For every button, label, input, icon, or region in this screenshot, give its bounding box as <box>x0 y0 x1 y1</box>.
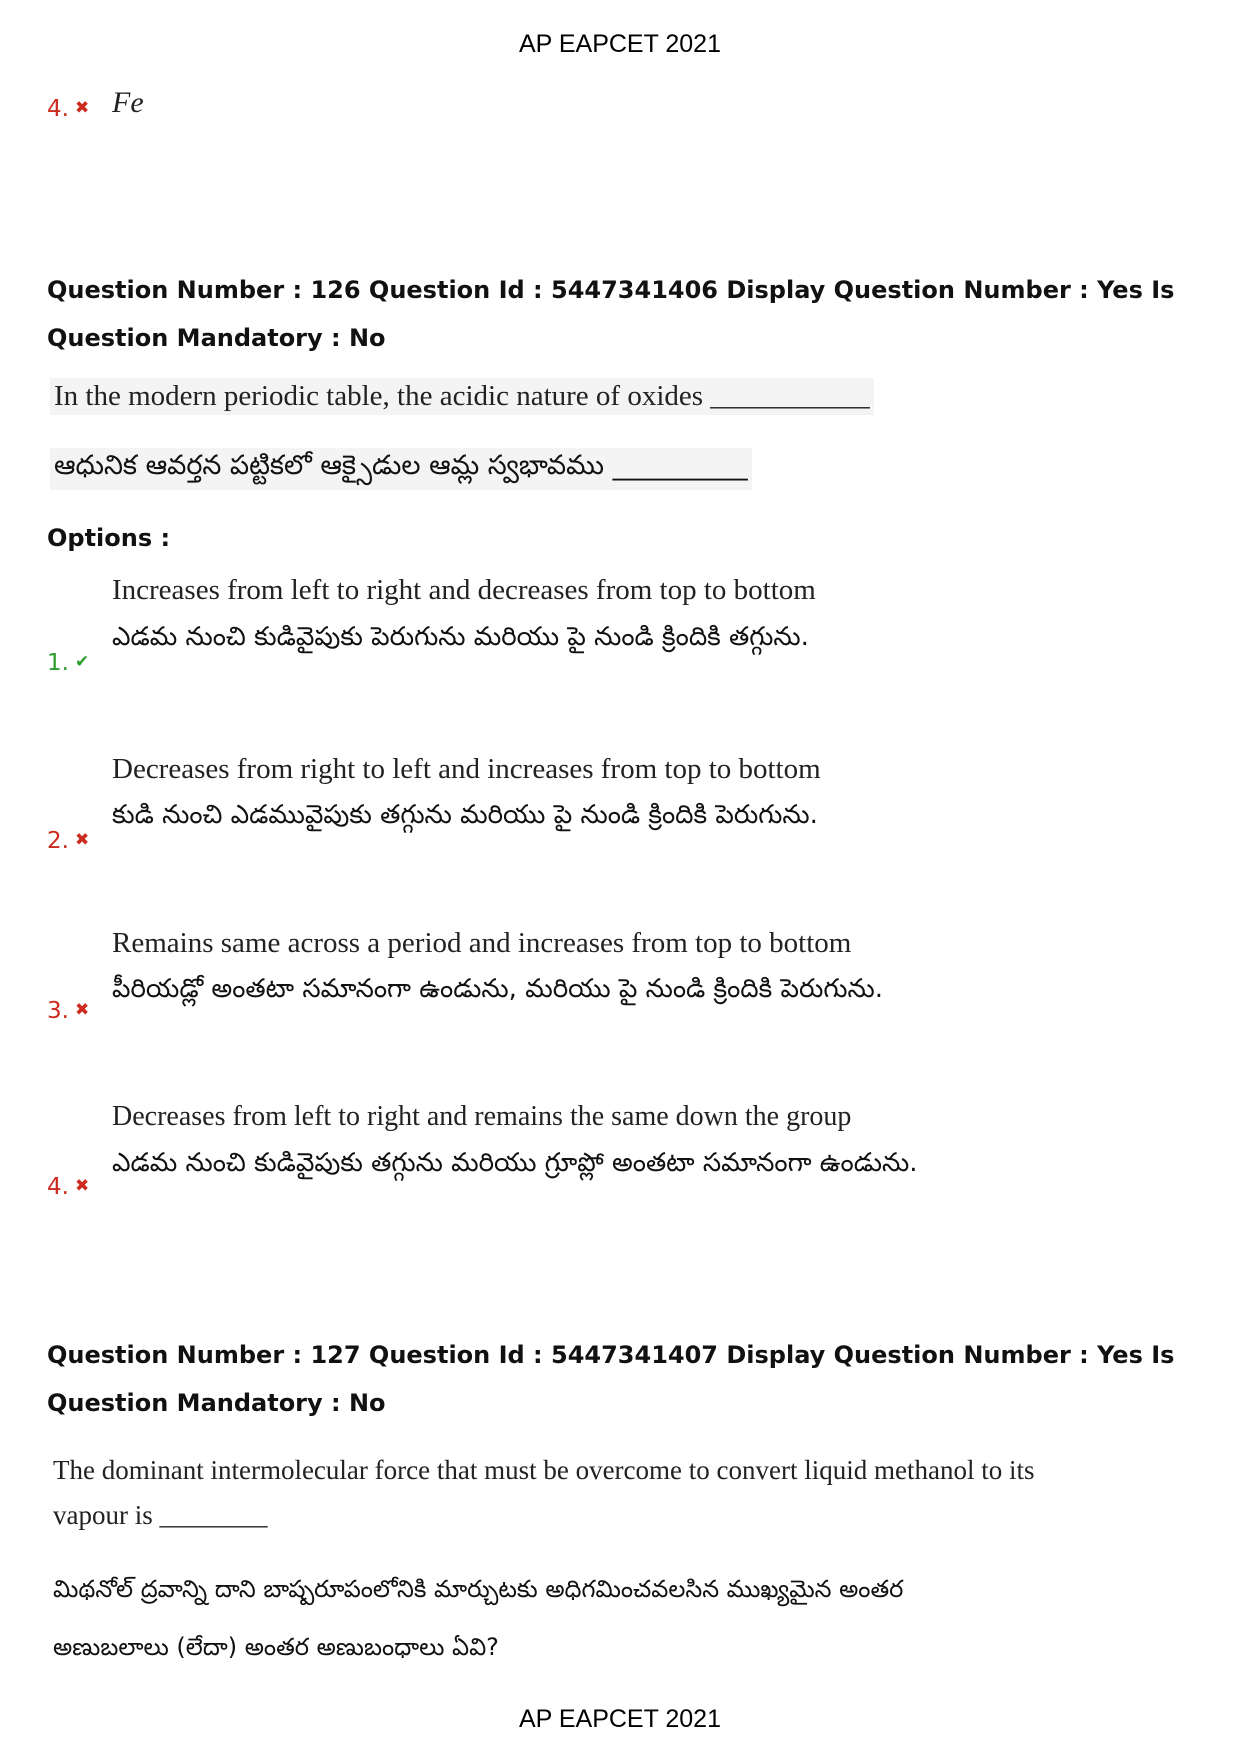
option-1-marker <box>47 650 89 676</box>
question-text-en-line1: The dominant intermolecular force that must be overcome to convert liquid methanol to its <box>53 1455 1035 1485</box>
option-3-text-en: Remains same across a period and increases from top to bottom <box>112 927 852 959</box>
option-3-marker <box>47 998 89 1024</box>
question-text-te-line2: అణుబలాలు (లేదా) అంతర అణుబంధాలు ఏవి? <box>53 1633 499 1661</box>
question-meta: Question Number : 126 Question Id : 5447341406 Display Question Number : Yes Is Question Mandatory : No <box>47 276 1175 352</box>
option-4-text-te: ఎడమ నుంచి కుడివైపుకు తగ్గును మరియు గ్రూప్లో అంతటా సమానంగా ఉండును. <box>112 1148 918 1178</box>
option-4-text-en: Decreases from left to right and remains the same down the group <box>112 1101 852 1132</box>
option-number: 4. <box>47 1174 69 1200</box>
question-text-te-line1: మిథనోల్ ద్రవాన్ని దాని బాష్పరూపంలోనికి మార్చుటకు అధిగమించవలసిన ముఖ్యమైన అంతర <box>53 1575 904 1603</box>
option-number: 3. <box>47 998 69 1024</box>
option-number: 1. <box>47 650 69 676</box>
option-2-text-te: కుడి నుంచి ఎడమువైపుకు తగ్గును మరియు పై నుండి క్రిందికి పెరుగును. <box>112 800 818 830</box>
option-2-marker <box>47 828 89 854</box>
cross-icon: ✖ <box>74 98 90 118</box>
option-number: 4. <box>47 96 69 122</box>
cross-icon: ✖ <box>74 1176 90 1196</box>
question-meta: Question Number : 127 Question Id : 5447341407 Display Question Number : Yes Is Question Mandatory : No <box>47 1341 1175 1417</box>
question-text-en: In the modern periodic table, the acidic nature of oxides ___________ <box>50 378 874 415</box>
cross-icon: ✖ <box>74 1000 90 1020</box>
options-label: Options : <box>47 524 171 552</box>
option-1-text-en: Increases from left to right and decreases from top to bottom <box>112 574 816 606</box>
option-text: Fe <box>112 86 144 119</box>
page-header: AP EAPCET 2021 <box>519 30 721 58</box>
option-2-text-en: Decreases from right to left and increases from top to bottom <box>112 753 821 785</box>
option-3-text-te: పీరియడ్లో అంతటా సమానంగా ఉండును, మరియు పై నుండి క్రిందికి పెరుగును. <box>112 974 884 1004</box>
question-text-en-line2: vapour is ________ <box>53 1500 268 1530</box>
option-1-text-te: ఎడమ నుంచి కుడివైపుకు పెరుగును మరియు పై నుండి క్రిందికి తగ్గును. <box>112 622 809 652</box>
option-marker <box>47 96 89 122</box>
option-number: 2. <box>47 828 69 854</box>
question-text-te: ఆధునిక ఆవర్తన పట్టికలో ఆక్సైడుల ఆమ్ల స్వభావము __________ <box>50 448 752 490</box>
cross-icon: ✖ <box>74 830 90 850</box>
check-icon: ✔ <box>74 652 90 672</box>
option-4-marker <box>47 1174 89 1200</box>
page-footer: AP EAPCET 2021 <box>519 1705 721 1733</box>
